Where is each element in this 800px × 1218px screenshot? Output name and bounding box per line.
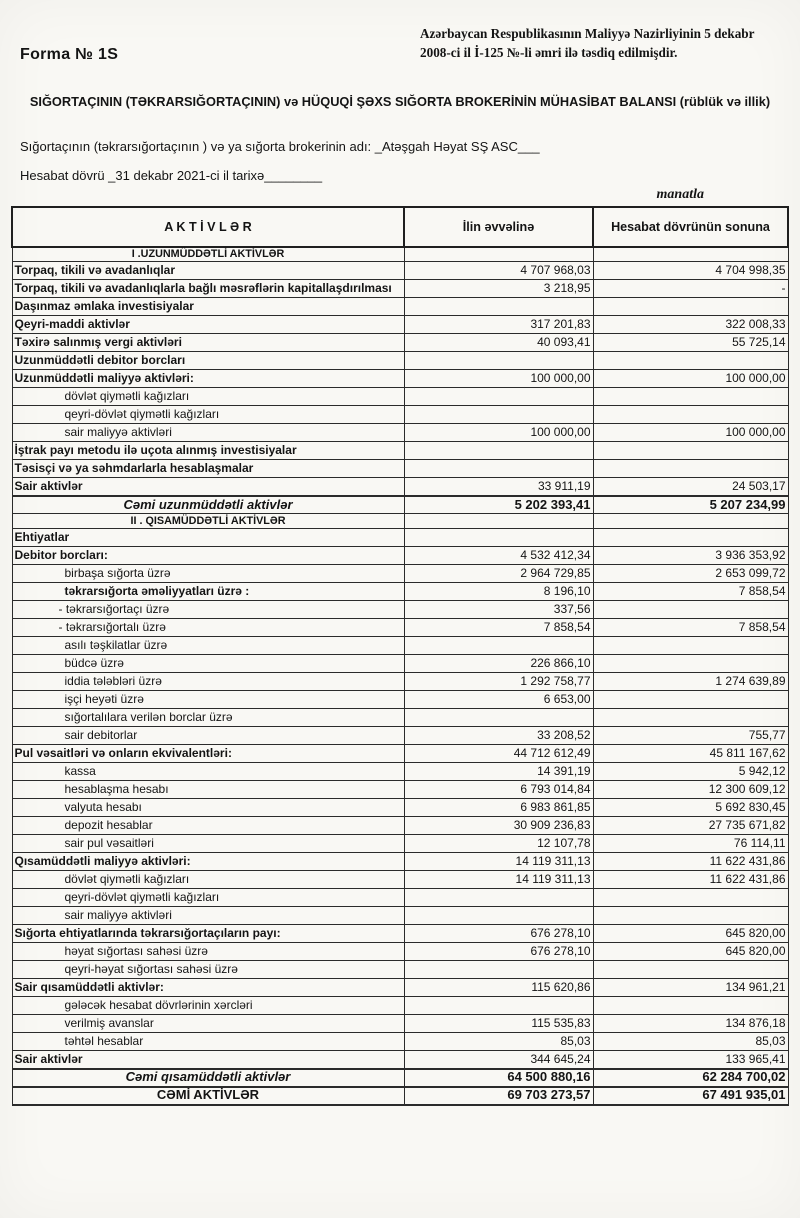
row-label: dövlət qiymətli kağızları	[12, 388, 404, 406]
row-label: Cəmi uzunmüddətli aktivlər	[12, 496, 404, 514]
row-value-year-start	[404, 529, 593, 547]
row-label: - təkrarsığortaçı üzrə	[12, 601, 404, 619]
row-label: - təkrarsığortalı üzrə	[12, 619, 404, 637]
row-value-period-end: 133 965,41	[593, 1051, 788, 1069]
row-value-year-start	[404, 298, 593, 316]
row-value-year-start: 40 093,41	[404, 334, 593, 352]
row-label: büdcə üzrə	[12, 655, 404, 673]
row-label: Torpaq, tikili və avadanlıqlar	[12, 262, 404, 280]
row-value-year-start: 8 196,10	[404, 583, 593, 601]
reporting-period-line: Hesabat dövrü _31 dekabr 2021-ci il tarixə________	[20, 167, 323, 183]
table-row	[12, 583, 788, 601]
row-value-period-end	[593, 655, 788, 673]
table-row	[12, 601, 788, 619]
balance-table-body	[12, 247, 788, 1105]
row-value-period-end: 1 274 639,89	[593, 673, 788, 691]
row-label: Uzunmüddətli maliyyə aktivləri:	[12, 370, 404, 388]
table-row	[12, 247, 788, 262]
row-label: asılı təşkilatlar üzrə	[12, 637, 404, 655]
form-number: Forma № 1S	[20, 46, 119, 63]
row-value-period-end	[593, 601, 788, 619]
row-value-period-end	[593, 691, 788, 709]
row-label: işçi heyəti üzrə	[12, 691, 404, 709]
row-value-period-end: 100 000,00	[593, 370, 788, 388]
row-label: I .UZUNMÜDDƏTLİ AKTİVLƏR	[12, 247, 404, 262]
row-label: Sığorta ehtiyatlarında təkrarsığortaçıların payı:	[12, 925, 404, 943]
row-value-year-start: 4 707 968,03	[404, 262, 593, 280]
row-value-year-start: 115 535,83	[404, 1015, 593, 1033]
row-label: gələcək hesabat dövrlərinin xərcləri	[12, 997, 404, 1015]
row-value-year-start: 100 000,00	[404, 370, 593, 388]
table-row	[12, 406, 788, 424]
table-row	[12, 871, 788, 889]
row-value-year-start	[404, 907, 593, 925]
row-value-year-start: 2 964 729,85	[404, 565, 593, 583]
row-label: sair maliyyə aktivləri	[12, 424, 404, 442]
row-value-period-end: 134 876,18	[593, 1015, 788, 1033]
table-row	[12, 529, 788, 547]
row-value-period-end: 11 622 431,86	[593, 871, 788, 889]
row-label: Təsisçi və ya səhmdarlarla hesablaşmalar	[12, 460, 404, 478]
table-row	[12, 961, 788, 979]
header-row	[12, 207, 788, 247]
row-value-period-end: 3 936 353,92	[593, 547, 788, 565]
row-value-period-end	[593, 637, 788, 655]
row-value-year-start: 6 793 014,84	[404, 781, 593, 799]
table-row	[12, 619, 788, 637]
column-header-period-end: Hesabat dövrünün sonuna	[593, 207, 788, 247]
row-value-period-end: 24 503,17	[593, 478, 788, 496]
row-value-year-start: 317 201,83	[404, 316, 593, 334]
table-row	[12, 352, 788, 370]
row-value-year-start	[404, 442, 593, 460]
row-value-year-start: 14 391,19	[404, 763, 593, 781]
table-row	[12, 478, 788, 496]
row-value-period-end: 645 820,00	[593, 943, 788, 961]
row-value-period-end: 322 008,33	[593, 316, 788, 334]
table-row	[12, 514, 788, 529]
row-label: qeyri-dövlət qiymətli kağızları	[12, 889, 404, 907]
row-label: Qısamüddətli maliyyə aktivləri:	[12, 853, 404, 871]
row-label: kassa	[12, 763, 404, 781]
row-value-period-end: 645 820,00	[593, 925, 788, 943]
row-label: CƏMİ AKTİVLƏR	[12, 1087, 404, 1105]
row-value-year-start: 14 119 311,13	[404, 853, 593, 871]
table-row	[12, 298, 788, 316]
row-value-year-start: 676 278,10	[404, 943, 593, 961]
table-row	[12, 673, 788, 691]
table-row	[12, 547, 788, 565]
row-value-period-end: 100 000,00	[593, 424, 788, 442]
balance-table-header	[12, 207, 788, 247]
row-value-period-end	[593, 709, 788, 727]
row-value-year-start	[404, 997, 593, 1015]
row-label: dövlət qiymətli kağızları	[12, 871, 404, 889]
table-row	[12, 1069, 788, 1087]
row-value-period-end	[593, 997, 788, 1015]
insurer-name-line: Sığortaçının (təkrarsığortaçının ) və ya sığorta brokerinin adı: _Atəşgah Həyat SŞ ASC___	[20, 138, 540, 154]
row-value-year-start: 5 202 393,41	[404, 496, 593, 514]
page-title: SIĞORTAÇININ (TƏKRARSIĞORTAÇININ) və HÜQUQİ ŞƏXS SIĞORTA BROKERİNİN MÜHASİBAT BALANSI (rüblük və illik)	[29, 94, 771, 109]
row-value-year-start: 85,03	[404, 1033, 593, 1051]
row-label: Daşınmaz əmlaka investisiyalar	[12, 298, 404, 316]
row-value-year-start	[404, 247, 593, 262]
row-value-period-end: 4 704 998,35	[593, 262, 788, 280]
row-value-year-start: 44 712 612,49	[404, 745, 593, 763]
row-value-period-end: 755,77	[593, 727, 788, 745]
row-label: hesablaşma hesabı	[12, 781, 404, 799]
row-value-period-end: 45 811 167,62	[593, 745, 788, 763]
row-value-year-start: 12 107,78	[404, 835, 593, 853]
table-row	[12, 997, 788, 1015]
row-value-year-start	[404, 388, 593, 406]
row-value-year-start: 33 208,52	[404, 727, 593, 745]
table-row	[12, 1087, 788, 1105]
table-row	[12, 655, 788, 673]
row-value-year-start	[404, 889, 593, 907]
table-row	[12, 925, 788, 943]
table-row	[12, 943, 788, 961]
row-label: iddia tələbləri üzrə	[12, 673, 404, 691]
table-row	[12, 316, 788, 334]
row-value-period-end: 62 284 700,02	[593, 1069, 788, 1087]
row-value-period-end: 11 622 431,86	[593, 853, 788, 871]
row-value-year-start: 337,56	[404, 601, 593, 619]
row-value-period-end	[593, 352, 788, 370]
row-value-period-end: 67 491 935,01	[593, 1087, 788, 1105]
table-row	[12, 817, 788, 835]
row-value-year-start: 676 278,10	[404, 925, 593, 943]
row-label: Torpaq, tikili və avadanlıqlarla bağlı məsrəflərin kapitallaşdırılması	[12, 280, 404, 298]
table-row	[12, 334, 788, 352]
row-label: İştrak payı metodu ilə uçota alınmış investisiyalar	[12, 442, 404, 460]
row-label: verilmiş avanslar	[12, 1015, 404, 1033]
row-label: Təxirə salınmış vergi aktivləri	[12, 334, 404, 352]
table-row	[12, 496, 788, 514]
table-row	[12, 262, 788, 280]
row-value-period-end: 5 207 234,99	[593, 496, 788, 514]
row-value-period-end	[593, 514, 788, 529]
row-label: Debitor borcları:	[12, 547, 404, 565]
row-label: Ehtiyatlar	[12, 529, 404, 547]
row-value-period-end	[593, 889, 788, 907]
row-value-period-end	[593, 388, 788, 406]
row-value-year-start: 64 500 880,16	[404, 1069, 593, 1087]
row-label: sair debitorlar	[12, 727, 404, 745]
table-row	[12, 781, 788, 799]
row-value-period-end: 5 692 830,45	[593, 799, 788, 817]
table-row	[12, 979, 788, 997]
row-value-year-start: 100 000,00	[404, 424, 593, 442]
row-value-period-end: 7 858,54	[593, 583, 788, 601]
row-label: təkrarsığorta əməliyyatları üzrə :	[12, 583, 404, 601]
table-row	[12, 388, 788, 406]
currency-note: manatla	[656, 186, 704, 202]
row-value-year-start: 3 218,95	[404, 280, 593, 298]
row-label: Sair qısamüddətli aktivlər:	[12, 979, 404, 997]
row-label: sair pul vəsaitləri	[12, 835, 404, 853]
row-label: Qeyri-maddi aktivlər	[12, 316, 404, 334]
row-value-year-start: 226 866,10	[404, 655, 593, 673]
row-label: Sair aktivlər	[12, 478, 404, 496]
table-row	[12, 565, 788, 583]
row-value-year-start: 7 858,54	[404, 619, 593, 637]
row-label: həyat sığortası sahəsi üzrə	[12, 943, 404, 961]
row-label: qeyri-həyat sığortası sahəsi üzrə	[12, 961, 404, 979]
row-value-year-start	[404, 709, 593, 727]
row-value-year-start	[404, 961, 593, 979]
row-label: qeyri-dövlət qiymətli kağızları	[12, 406, 404, 424]
row-value-year-start: 6 983 861,85	[404, 799, 593, 817]
table-row	[12, 637, 788, 655]
column-header-assets: A K T İ V L Ə R	[12, 207, 404, 247]
page-header	[0, 0, 800, 64]
row-value-period-end	[593, 247, 788, 262]
row-value-period-end: 2 653 099,72	[593, 565, 788, 583]
row-label: birbaşa sığorta üzrə	[12, 565, 404, 583]
column-header-year-start: İlin əvvəlinə	[404, 207, 593, 247]
row-label: Pul vəsaitləri və onların ekvivalentləri:	[12, 745, 404, 763]
table-row	[12, 1051, 788, 1069]
row-label: Cəmi qısamüddətli aktivlər	[12, 1069, 404, 1087]
table-row	[12, 442, 788, 460]
row-value-year-start: 4 532 412,34	[404, 547, 593, 565]
row-value-period-end	[593, 460, 788, 478]
row-value-period-end: 76 114,11	[593, 835, 788, 853]
table-row	[12, 370, 788, 388]
row-value-period-end: 55 725,14	[593, 334, 788, 352]
balance-table	[11, 206, 789, 1106]
row-value-period-end: 5 942,12	[593, 763, 788, 781]
row-value-period-end: -	[593, 280, 788, 298]
row-value-period-end: 12 300 609,12	[593, 781, 788, 799]
row-value-period-end: 134 961,21	[593, 979, 788, 997]
row-label: sığortalılara verilən borclar üzrə	[12, 709, 404, 727]
table-row	[12, 889, 788, 907]
row-label: valyuta hesabı	[12, 799, 404, 817]
row-value-period-end	[593, 442, 788, 460]
row-label: Sair aktivlər	[12, 1051, 404, 1069]
table-row	[12, 1033, 788, 1051]
table-row	[12, 763, 788, 781]
table-row	[12, 460, 788, 478]
approval-note: Azərbaycan Respublikasının Maliyyə Nazirliyinin 5 dekabr 2008-ci il İ-125 №-li əmri ilə təsdiq edilmişdir.	[420, 26, 755, 61]
row-value-period-end: 27 735 671,82	[593, 817, 788, 835]
table-row	[12, 799, 788, 817]
row-value-year-start: 115 620,86	[404, 979, 593, 997]
row-value-period-end: 85,03	[593, 1033, 788, 1051]
row-value-year-start: 14 119 311,13	[404, 871, 593, 889]
row-label: II . QISAMÜDDƏTLİ AKTİVLƏR	[12, 514, 404, 529]
row-value-year-start: 6 653,00	[404, 691, 593, 709]
row-label: Uzunmüddətli debitor borcları	[12, 352, 404, 370]
row-value-period-end	[593, 961, 788, 979]
table-row	[12, 709, 788, 727]
table-row	[12, 745, 788, 763]
table-row	[12, 907, 788, 925]
row-value-year-start	[404, 514, 593, 529]
row-label: təhtəl hesablar	[12, 1033, 404, 1051]
row-value-period-end: 7 858,54	[593, 619, 788, 637]
row-value-year-start: 344 645,24	[404, 1051, 593, 1069]
table-row	[12, 1015, 788, 1033]
row-value-year-start	[404, 406, 593, 424]
row-value-period-end	[593, 406, 788, 424]
row-label: depozit hesablar	[12, 817, 404, 835]
row-value-period-end	[593, 298, 788, 316]
table-row	[12, 691, 788, 709]
row-value-year-start: 69 703 273,57	[404, 1087, 593, 1105]
table-row	[12, 835, 788, 853]
table-row	[12, 853, 788, 871]
table-row	[12, 280, 788, 298]
table-row	[12, 727, 788, 745]
row-value-year-start: 30 909 236,83	[404, 817, 593, 835]
row-value-period-end	[593, 907, 788, 925]
row-label: sair maliyyə aktivləri	[12, 907, 404, 925]
row-value-year-start	[404, 460, 593, 478]
row-value-year-start	[404, 352, 593, 370]
row-value-year-start: 1 292 758,77	[404, 673, 593, 691]
row-value-year-start: 33 911,19	[404, 478, 593, 496]
table-row	[12, 424, 788, 442]
row-value-year-start	[404, 637, 593, 655]
row-value-period-end	[593, 529, 788, 547]
